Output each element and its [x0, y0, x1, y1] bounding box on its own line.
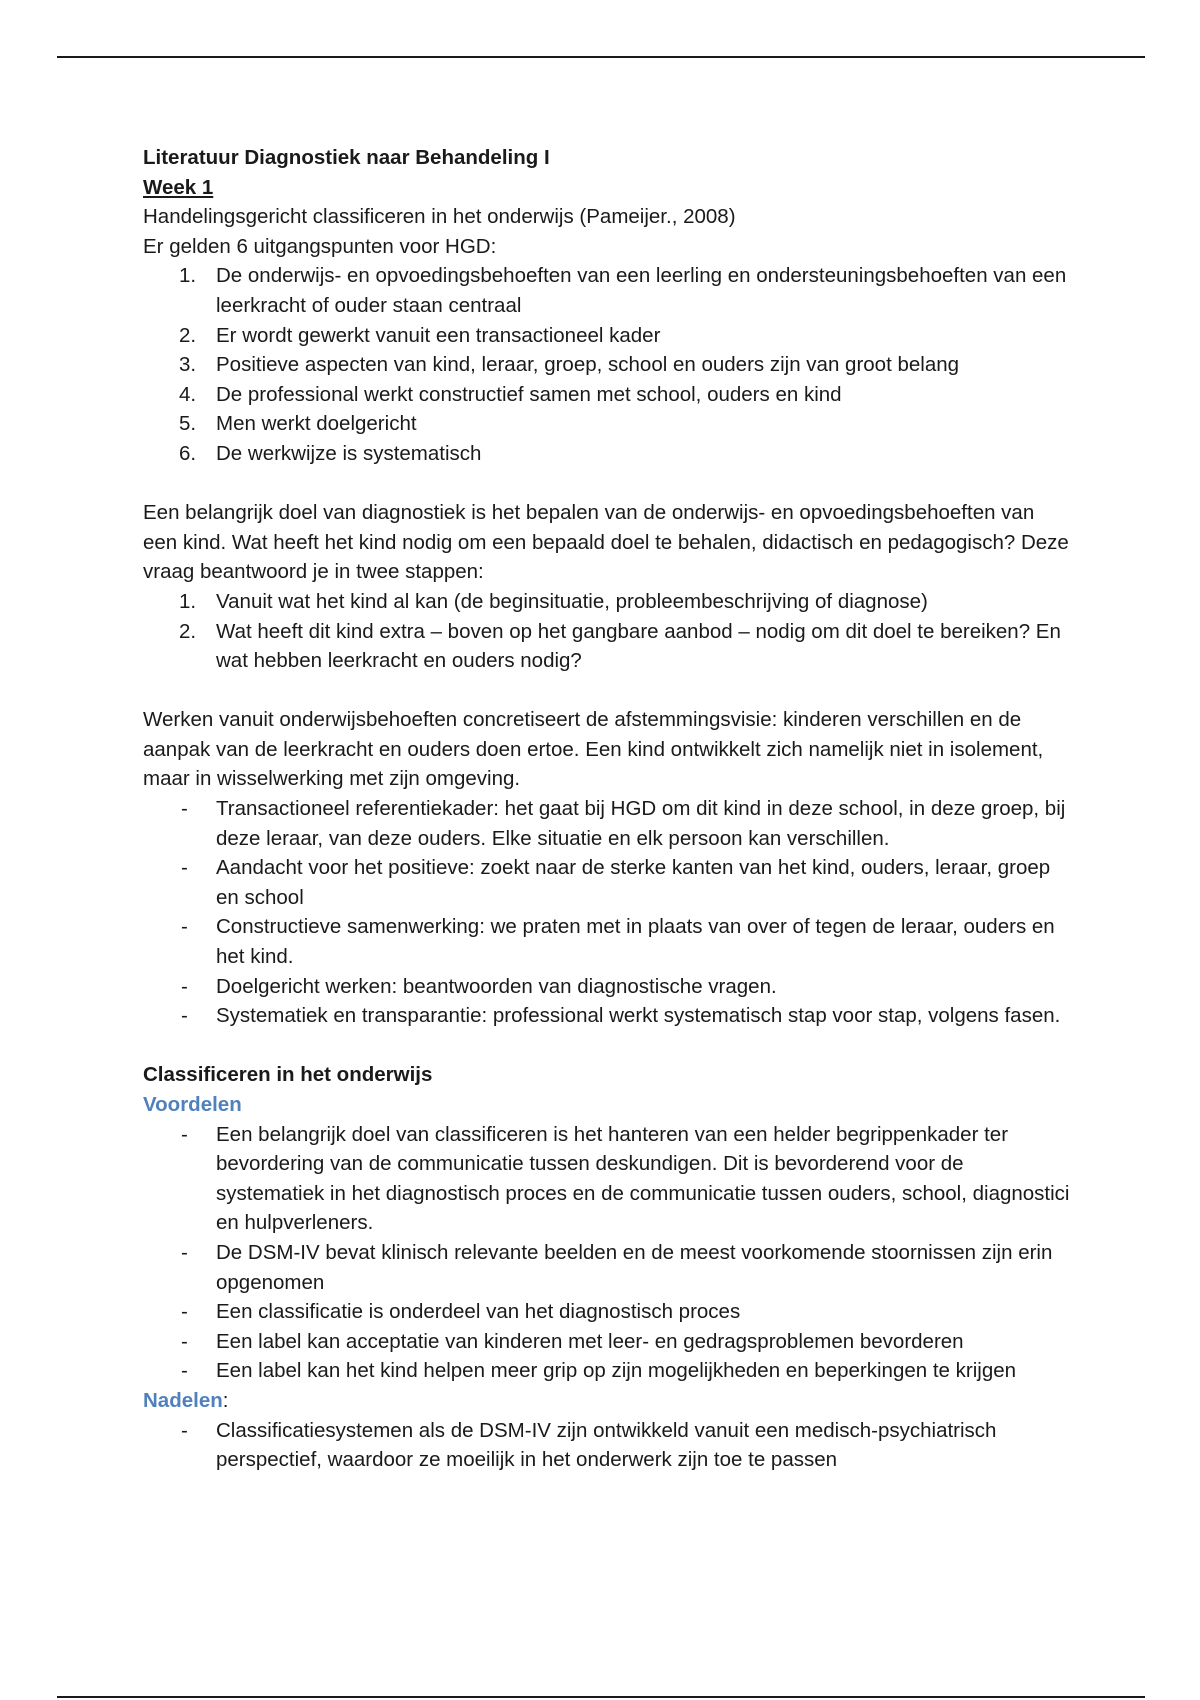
- advantages-list: [143, 1120, 1073, 1386]
- paragraph: Werken vanuit onderwijsbehoeften concretiseert de afstemmingsvisie: kinderen verschillen en de aanpak van de leerkracht en ouders doen ertoe. Een kind ontwikkelt zich namelijk niet in isolement, maar in wisselwerking met zijn omgeving.: [143, 708, 1044, 791]
- disadvantages-list: [143, 1416, 1073, 1475]
- list-item: - Transactioneel referentiekader: het gaat bij HGD om dit kind in deze school, in deze groep, bij deze leraar, van deze ouders. Elke situatie en elk persoon kan verschillen.: [181, 797, 1066, 850]
- advantages-heading: Voordelen: [143, 1093, 242, 1116]
- steps-list: [143, 587, 1073, 676]
- list-item: - Een classificatie is onderdeel van het diagnostisch proces: [181, 1300, 741, 1324]
- list-item: 1. Vanuit wat het kind al kan (de beginsituatie, probleembeschrijving of diagnose): [179, 589, 928, 613]
- principles-list: [143, 261, 1073, 468]
- source-line: Handelingsgericht classificeren in het onderwijs (Pameijer., 2008): [143, 205, 736, 229]
- paragraph: Een belangrijk doel van diagnostiek is het bepalen van de onderwijs- en opvoedingsbehoeften van een kind. Wat heeft het kind nodig om een bepaald doel te behalen, didactisch en pedagogisch? Deze vraag beantwoord je in twee stappen:: [143, 501, 1069, 584]
- list-item: - Doelgericht werken: beantwoorden van diagnostische vragen.: [181, 974, 777, 998]
- week-heading: Week 1: [143, 175, 214, 199]
- list-item: - Een label kan acceptatie van kinderen met leer- en gedragsproblemen bevorderen: [181, 1329, 964, 1353]
- list-item: - Classificatiesystemen als de DSM-IV zijn ontwikkeld vanuit een medisch-psychiatrisch perspectief, waardoor ze moeilijk in het onderwerk zijn toe te passen: [181, 1418, 997, 1472]
- list-item: - Aandacht voor het positieve: zoekt naar de sterke kanten van het kind, ouders, leraar, groep en school: [181, 856, 1051, 909]
- list-item: - Een label kan het kind helpen meer grip op zijn mogelijkheden en beperkingen te krijgen: [181, 1359, 1017, 1383]
- list-item: - Systematiek en transparantie: professional werkt systematisch stap voor stap, volgens fasen.: [181, 1004, 1061, 1028]
- section-title: Classificeren in het onderwijs: [143, 1063, 433, 1087]
- header-rule: [57, 56, 1145, 58]
- list-item: 2. Er wordt gewerkt vanuit een transactioneel kader: [179, 323, 661, 347]
- footer-rule: [57, 1696, 1145, 1698]
- list-item: 4. De professional werkt constructief samen met school, ouders en kind: [179, 382, 842, 406]
- list-item: - De DSM-IV bevat klinisch relevante beelden en de meest voorkomende stoornissen zijn erin opgenomen: [181, 1240, 1053, 1294]
- list-item: 6. De werkwijze is systematisch: [179, 441, 482, 465]
- list-item: 2. Wat heeft dit kind extra – boven op het gangbare aanbod – nodig om dit doel te bereiken? En wat hebben leerkracht en ouders nodig?: [179, 619, 1061, 673]
- list-item: - Constructieve samenwerking: we praten met in plaats van over of tegen de leraar, ouders en het kind.: [181, 915, 1055, 969]
- list-item: 1. De onderwijs- en opvoedingsbehoeften van een leerling en ondersteuningsbehoeften van een leerkracht of ouder staan centraal: [179, 264, 1067, 317]
- document-title: Literatuur Diagnostiek naar Behandeling I: [143, 146, 550, 169]
- list-item: - Een belangrijk doel van classificeren is het hanteren van een helder begrippenkader ter bevordering van de communicatie tussen deskundigen. Dit is bevorderend voor de systematiek in het diagnostisch proces en de communicatie tussen ouders, school, diagnostici en hulpverleners.: [181, 1122, 1070, 1235]
- document-body: [143, 143, 1073, 1475]
- disadvantages-heading: Nadelen:: [143, 1388, 229, 1412]
- aspects-list: [143, 794, 1073, 1031]
- list-item: 5. Men werkt doelgericht: [179, 412, 417, 436]
- list-item: 3. Positieve aspecten van kind, leraar, groep, school en ouders zijn van groot belang: [179, 353, 960, 377]
- intro-line: Er gelden 6 uitgangspunten voor HGD:: [143, 234, 497, 258]
